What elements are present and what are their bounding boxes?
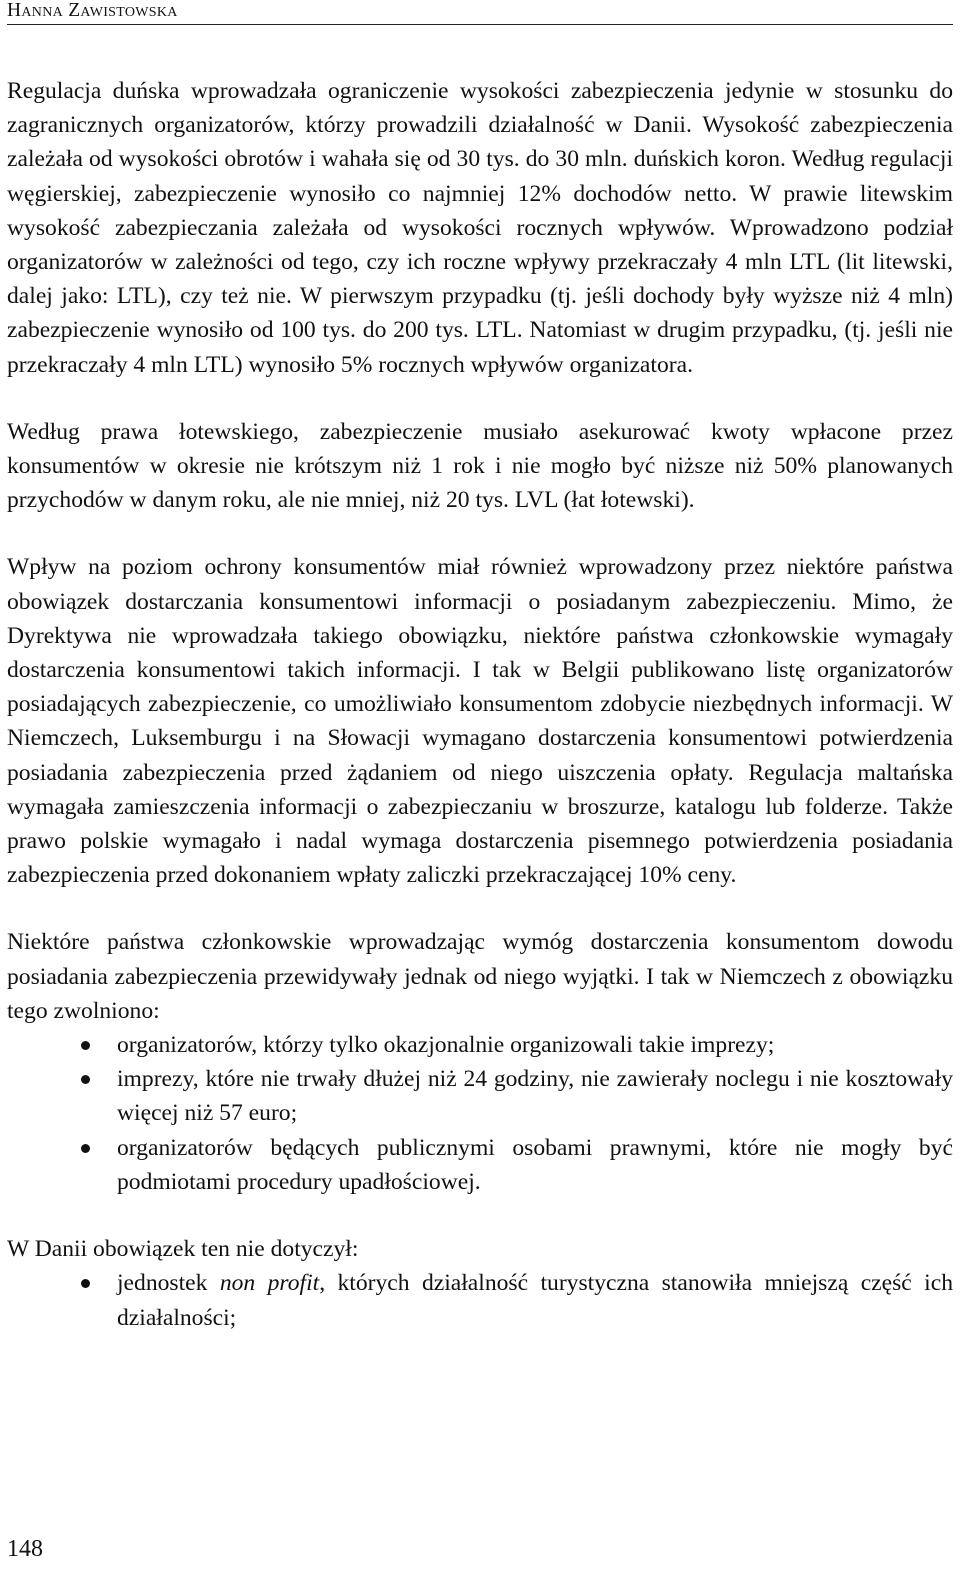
paragraph-denmark: W Danii obowiązek ten nie dotyczył:: [7, 1236, 359, 1263]
running-header: [7, 0, 953, 25]
bullet-icon: [81, 1279, 90, 1288]
bullet-icon: [81, 1144, 90, 1153]
list-item: organizatorów będących publicznymi osobami prawnymi, które nie mogły być podmiotami procedury upadłościowej.: [7, 1131, 953, 1199]
list-item: jednostek non profit, których działalność turystyczna stanowiła mniejszą część ich działalności;: [7, 1266, 953, 1334]
bullet-icon: [81, 1041, 90, 1050]
header-author: Hanna Zawistowska: [7, 0, 178, 21]
germany-exemptions-list: [7, 1028, 953, 1199]
paragraph-deposit-limits: Regulacja duńska wprowadzała ograniczenie wysokości zabezpieczenia jedynie w stosunku do zagranicznych organizatorów, którzy prowadzili działalność w Danii. Wysokość zabezpieczenia zależała od wysokości obrotów i wahała się od 30 tys. do 30 mln. duńskich koron. Według regulacji węgierskiej, zabezpieczenie wynosiło co najmniej 12% dochodów netto. W prawie litewskim wysokość zabezpieczania zależała od wysokości rocznych wpływów. Wprowadzono podział organizatorów w zależności od tego, czy ich roczne wpływy przekraczały 4 mln LTL (lit litewski, dalej jako: LTL), czy też nie. W pierwszym przypadku (tj. jeśli dochody były wyższe niż 4 mln) zabezpieczenie wynosiło od 100 tys. do 200 tys. LTL. Natomiast w drugim przypadku, (tj. jeśli nie przekraczały 4 mln LTL) wynosiło 5% rocznych wpływów organizatora.: [7, 78, 953, 378]
list-item: organizatorów, którzy tylko okazjonalnie organizowali takie imprezy;: [7, 1028, 953, 1062]
page-body: [7, 74, 953, 1335]
bullet-icon: [81, 1075, 90, 1084]
italic-term: non profit: [219, 1270, 320, 1297]
paragraph-latvian-law: Według prawa łotewskiego, zabezpieczenie musiało asekurować kwoty wpłacone przez konsumentów w okresie nie krótszym niż 1 rok i nie mogło być niższe niż 50% planowanych przychodów w danym roku, ale nie mniej, niż 20 tys. LVL (łat łotewski).: [7, 418, 953, 514]
paragraph-information-duty: Wpływ na poziom ochrony konsumentów miał również wprowadzony przez niektóre państwa obowiązek dostarczania konsumentowi informacji o posiadanym zabezpieczeniu. Mimo, że Dyrektywa nie wprowadzała takiego obowiązku, niektóre państwa członkowskie wymagały dostarczenia konsumentowi takich informacji. I tak w Belgii publikowano listę organizatorów posiadających zabezpieczenie, co umożliwiało konsumentom zdobycie niezbędnych informacji. W Niemczech, Luksemburgu i na Słowacji wymagano dostarczenia konsumentowi potwierdzenia posiadania zabezpieczenia przed żądaniem od niego uiszczenia opłaty. Regulacja maltańska wymagała zamieszczenia informacji o zabezpieczaniu w broszurze, katalogu lub folderze. Także prawo polskie wymagało i nadal wymaga dostarczenia pisemnego potwierdzenia posiadania zabezpieczenia przed dokonaniem wpłaty zaliczki przekraczającej 10% ceny.: [7, 554, 953, 889]
page-number: 148: [7, 1536, 43, 1562]
paragraph-exceptions: Niektóre państwa członkowskie wprowadzając wymóg dostarczenia konsumentom dowodu posiadania zabezpieczenia przewidywały jednak od niego wyjątki. I tak w Niemczech z obowiązku tego zwolniono:: [7, 929, 953, 1024]
list-item: imprezy, które nie trwały dłużej niż 24 godziny, nie zawierały noclegu i nie kosztowały więcej niż 57 euro;: [7, 1062, 953, 1130]
denmark-exemptions-list: [7, 1266, 953, 1334]
